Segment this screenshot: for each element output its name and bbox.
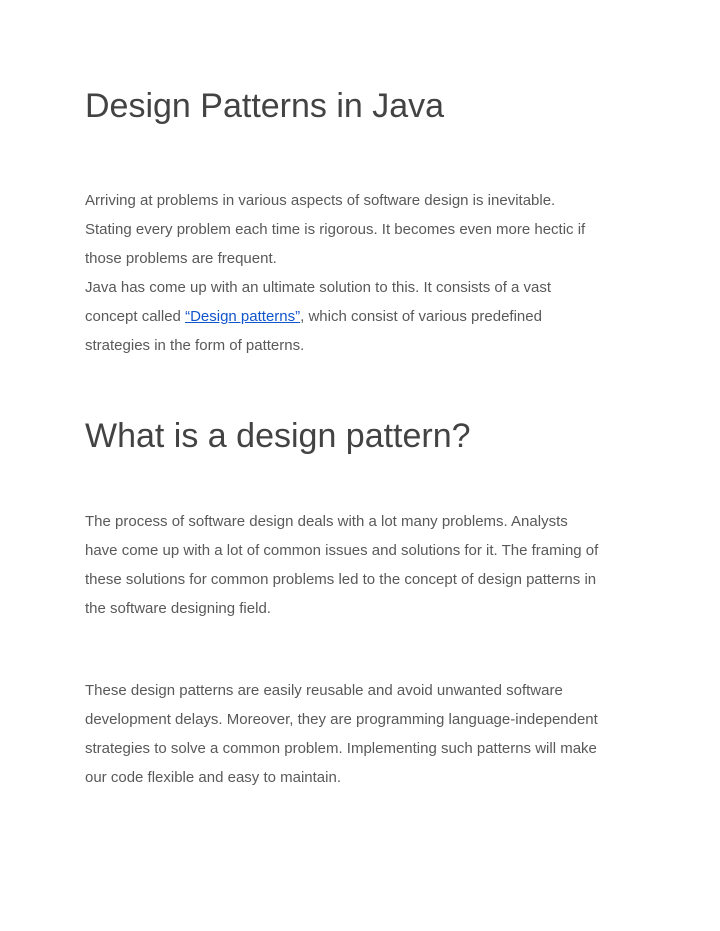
intro-line: Java has come up with an ultimate solution to this. It consists of a vast xyxy=(85,279,552,296)
section-paragraph-1 xyxy=(85,507,645,623)
paragraph-line: strategies to solve a common problem. Implementing such patterns will make xyxy=(85,740,597,757)
link-line-suffix: , which consist of various predefined xyxy=(300,308,542,325)
design-patterns-link[interactable]: “Design patterns” xyxy=(185,308,301,325)
intro-line: Stating every problem each time is rigorous. It becomes even more hectic if xyxy=(85,221,586,238)
intro-line: those problems are frequent. xyxy=(85,250,277,267)
section-paragraph-2 xyxy=(85,676,645,792)
paragraph-line: these solutions for common problems led to the concept of design patterns in xyxy=(85,571,597,588)
paragraph-line: These design patterns are easily reusable and avoid unwanted software xyxy=(85,682,563,699)
intro-line-with-link xyxy=(85,302,645,331)
intro-line: strategies in the form of patterns. xyxy=(85,337,305,354)
paragraph-line: have come up with a lot of common issues and solutions for it. The framing of xyxy=(85,542,599,559)
section-heading: What is a design pattern? xyxy=(85,417,471,455)
page-title: Design Patterns in Java xyxy=(85,87,445,125)
intro-line: Arriving at problems in various aspects of software design is inevitable. xyxy=(85,192,556,209)
link-line-prefix: concept called xyxy=(85,308,186,325)
paragraph-line: The process of software design deals with a lot many problems. Analysts xyxy=(85,513,568,530)
paragraph-line: our code flexible and easy to maintain. xyxy=(85,769,341,786)
paragraph-line: the software designing field. xyxy=(85,600,271,617)
intro-paragraph xyxy=(85,186,645,360)
paragraph-line: development delays. Moreover, they are programming language-independent xyxy=(85,711,598,728)
